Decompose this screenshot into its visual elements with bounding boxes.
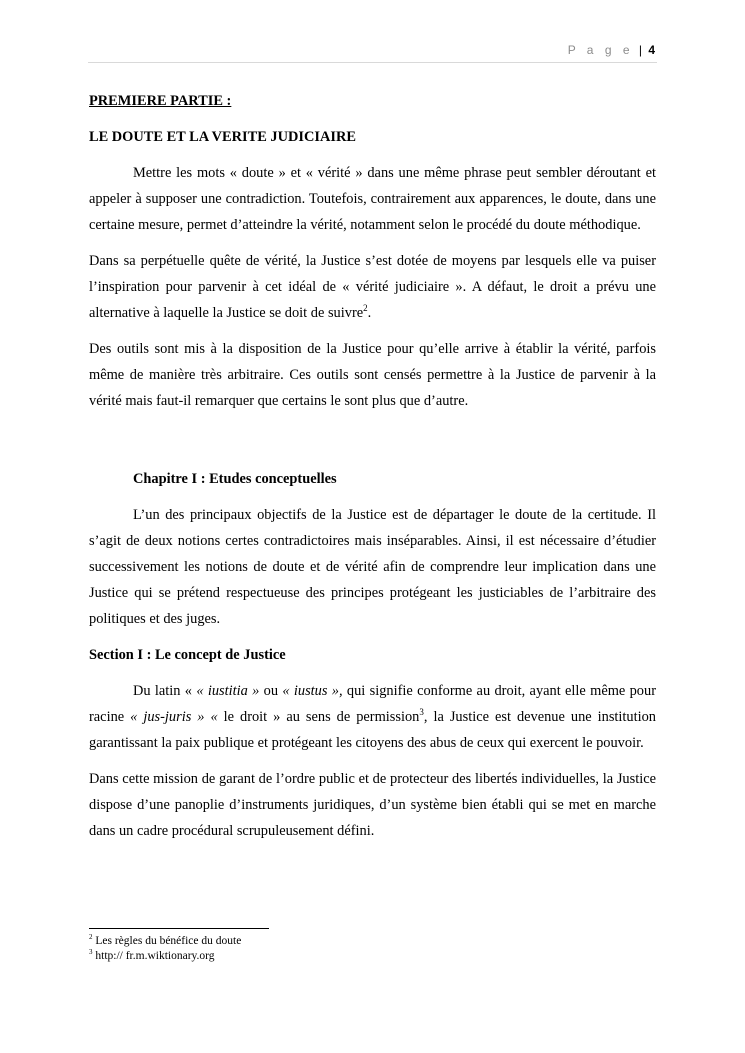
header-rule <box>88 62 657 63</box>
paragraph-tools: Des outils sont mis à la disposition de la Justice pour qu’elle arrive à établir la vérité, parfois même de manière très arbitraire. Ces outils sont censés permettre à la Justice de parvenir à la vérité mais faut-il remarquer que certains le sont plus que d’autre. <box>89 341 656 409</box>
footnote-rule <box>89 928 269 929</box>
latin-term-jus-juris: « jus-juris » « <box>130 709 218 725</box>
footnote-ref-2[interactable]: 2 <box>363 303 368 314</box>
footnote-text: http:// fr.m.wiktionary.org <box>92 950 215 962</box>
paragraph-intro: Mettre les mots « doute » et « vérité » dans une même phrase peut sembler déroutant et appeler à supposer une contradiction. Toutefois, contrairement aux apparences, le doute, dans une certaine mesure, permet d’atteindre la vérité, notamment selon le procédé du doute méthodique. <box>89 165 656 233</box>
latin-term-iustitia: « iustitia » <box>196 683 260 699</box>
latin-text-3: qui signifie conforme au droit, ayant elle même pour racine <box>89 683 656 725</box>
footnote-number: 2 <box>89 933 93 942</box>
section-title: LE DOUTE ET LA VERITE JUDICIAIRE <box>89 129 356 145</box>
paragraph-objectives: L’un des principaux objectifs de la Justice est de départager le doute de la certitude. Il s’agit de deux notions certes contradictoires mais inséparables. Ainsi, il est nécessaire d’étudier successivement les notions de doute et de vérité afin de comprendre leur implication dans une Justice qui se prétend respectueuse des principes protégeant les justiciables de l’arbitraire des politiques et des juges. <box>89 507 656 627</box>
footnote-3 <box>89 949 241 964</box>
latin-text-4: le droit » au sens de permission <box>217 709 420 725</box>
footnote-2 <box>89 934 241 949</box>
footnote-number: 3 <box>89 948 93 957</box>
latin-text-5: , la Justice est devenue une institution garantissant la paix publique et protégeant les citoyens des abus de ceux qui exercent le pouvoir. <box>89 709 656 751</box>
page-header <box>568 43 655 57</box>
subsection-title: Section I : Le concept de Justice <box>89 647 286 663</box>
footnotes <box>89 934 241 964</box>
latin-term-iustus: « iustus », <box>282 683 343 699</box>
paragraph-quest-text: Dans sa perpétuelle quête de vérité, la Justice s’est dotée de moyens par lesquels elle va puiser l’inspiration pour parvenir à cet idéal de « vérité judiciaire ». A défaut, le droit a prévu une alternative à laquelle la Justice se doit de suivre <box>89 253 656 321</box>
footnote-text: Les règles du bénéfice du doute <box>92 935 242 947</box>
header-separator: | <box>638 43 642 57</box>
document-body <box>89 88 656 854</box>
paragraph-quest-end: . <box>367 305 372 321</box>
paragraph-latin <box>89 678 656 756</box>
paragraph-quest <box>89 248 656 326</box>
part-title: PREMIERE PARTIE : <box>89 93 232 109</box>
page-label: P a g e <box>567 43 634 57</box>
latin-text-1: Du latin « <box>133 683 197 699</box>
page-number: 4 <box>648 43 655 57</box>
chapter-title: Chapitre I : Etudes conceptuelles <box>133 471 337 487</box>
footnote-ref-3[interactable]: 3 <box>419 707 424 718</box>
spacer <box>89 424 656 466</box>
latin-text-2: ou <box>259 683 283 699</box>
paragraph-mission: Dans cette mission de garant de l’ordre public et de protecteur des libertés individuelles, la Justice dispose d’une panoplie d’instruments juridiques, d’un système bien établi qui se met en marche dans un cadre procédural scrupuleusement défini. <box>89 771 656 839</box>
